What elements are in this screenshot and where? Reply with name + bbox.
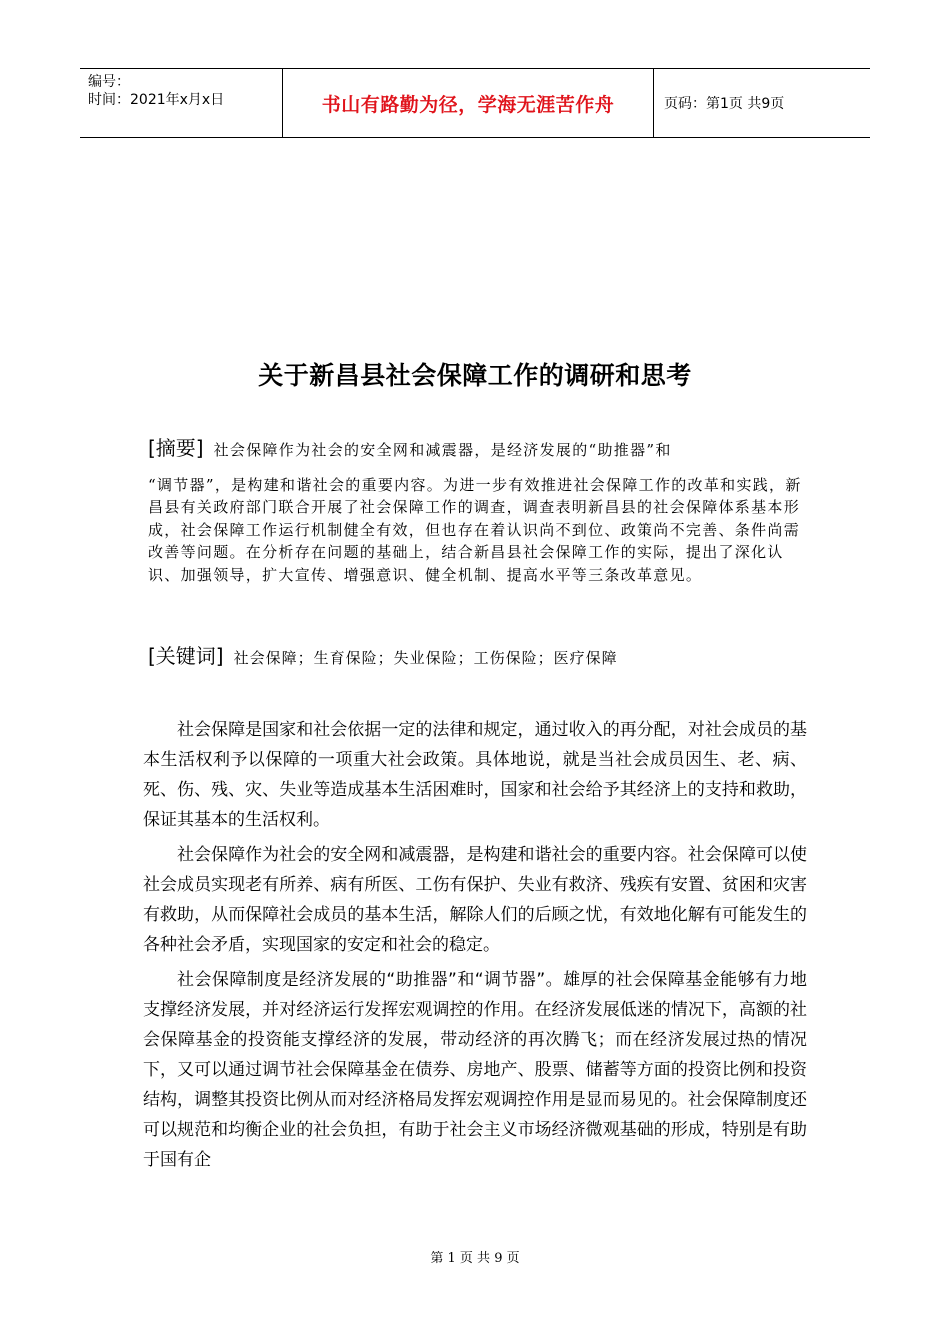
abstract-line1: 社会保障作为社会的安全网和减震器，是经济发展的“助推器”和 — [213, 441, 672, 459]
keywords-label: [关键词] — [148, 644, 224, 668]
number-label: 编号： — [88, 74, 130, 90]
header-motto: 书山有路勤为径，学海无涯苦作舟 — [282, 69, 654, 137]
abstract-label: [摘要] — [148, 436, 204, 460]
abstract-body: “调节器”，是构建和谐社会的重要内容。为进一步有效推进社会保障工作的改革和实践，新昌县有关政府部门联合开展了社会保障工作的调查，调查表明新昌县的社会保障体系基本形成，社会保障工作运行机制健全有效，但也存在着认识尚不到位、政策尚不完善、条件尚需改善等问题。在分析存在问题的基础上，结合新昌县社会保障工作的实际，提出了深化认识、加强领导，扩大宣传、增强意识、健全机制、提高水平等三条改革意见。 — [148, 475, 802, 584]
document-title: 关于新昌县社会保障工作的调研和思考 — [258, 361, 692, 390]
paragraph-3: 社会保障制度是经济发展的“助推器”和“调节器”。雄厚的社会保障基金能够有力地支撑经济发展，并对经济运行发挥宏观调控的作用。在经济发展低迷的情况下，高额的社会保障基金的投资能支撑经济的发展，带动经济的再次腾飞；而在经济发展过热的情况下，又可以通过调节社会保障基金在债券、房地产、股票、储蓄等方面的投资比例和投资结构，调整其投资比例从而对经济格局发挥宏观调控作用是显而易见的。社会保障制度还可以规范和均衡企业的社会负担，有助于社会主义市场经济微观基础的形成，特别是有助于国有企 — [143, 970, 807, 1170]
keywords-text: 社会保障；生育保险；失业保险；工伤保险；医疗保障 — [233, 649, 618, 667]
body-text — [143, 715, 807, 1180]
header-meta — [80, 69, 282, 137]
keywords-block — [148, 640, 808, 669]
abstract-block — [148, 437, 808, 587]
abstract-first-line — [148, 437, 808, 462]
paragraph-2: 社会保障作为社会的安全网和减震器，是构建和谐社会的重要内容。社会保障可以使社会成员实现老有所养、病有所医、工伤有保护、失业有救济、残疾有安置、贫困和灾害有救助，从而保障社会成员的基本生活，解除人们的后顾之忧，有效地化解有可能发生的各种社会矛盾，实现国家的安定和社会的稳定。 — [143, 845, 807, 955]
date-label: 时间：2021年x月x日 — [88, 92, 225, 108]
paragraph-1: 社会保障是国家和社会依据一定的法律和规定，通过收入的再分配，对社会成员的基本生活权利予以保障的一项重大社会政策。具体地说，就是当社会成员因生、老、病、死、伤、残、灾、失业等造成基本生活困难时，国家和社会给予其经济上的支持和救助，保证其基本的生活权利。 — [143, 720, 807, 830]
document-header — [80, 68, 870, 138]
header-page-info: 页码：第1页 共9页 — [664, 96, 785, 112]
page-footer: 第 1 页 共 9 页 — [430, 1251, 520, 1266]
